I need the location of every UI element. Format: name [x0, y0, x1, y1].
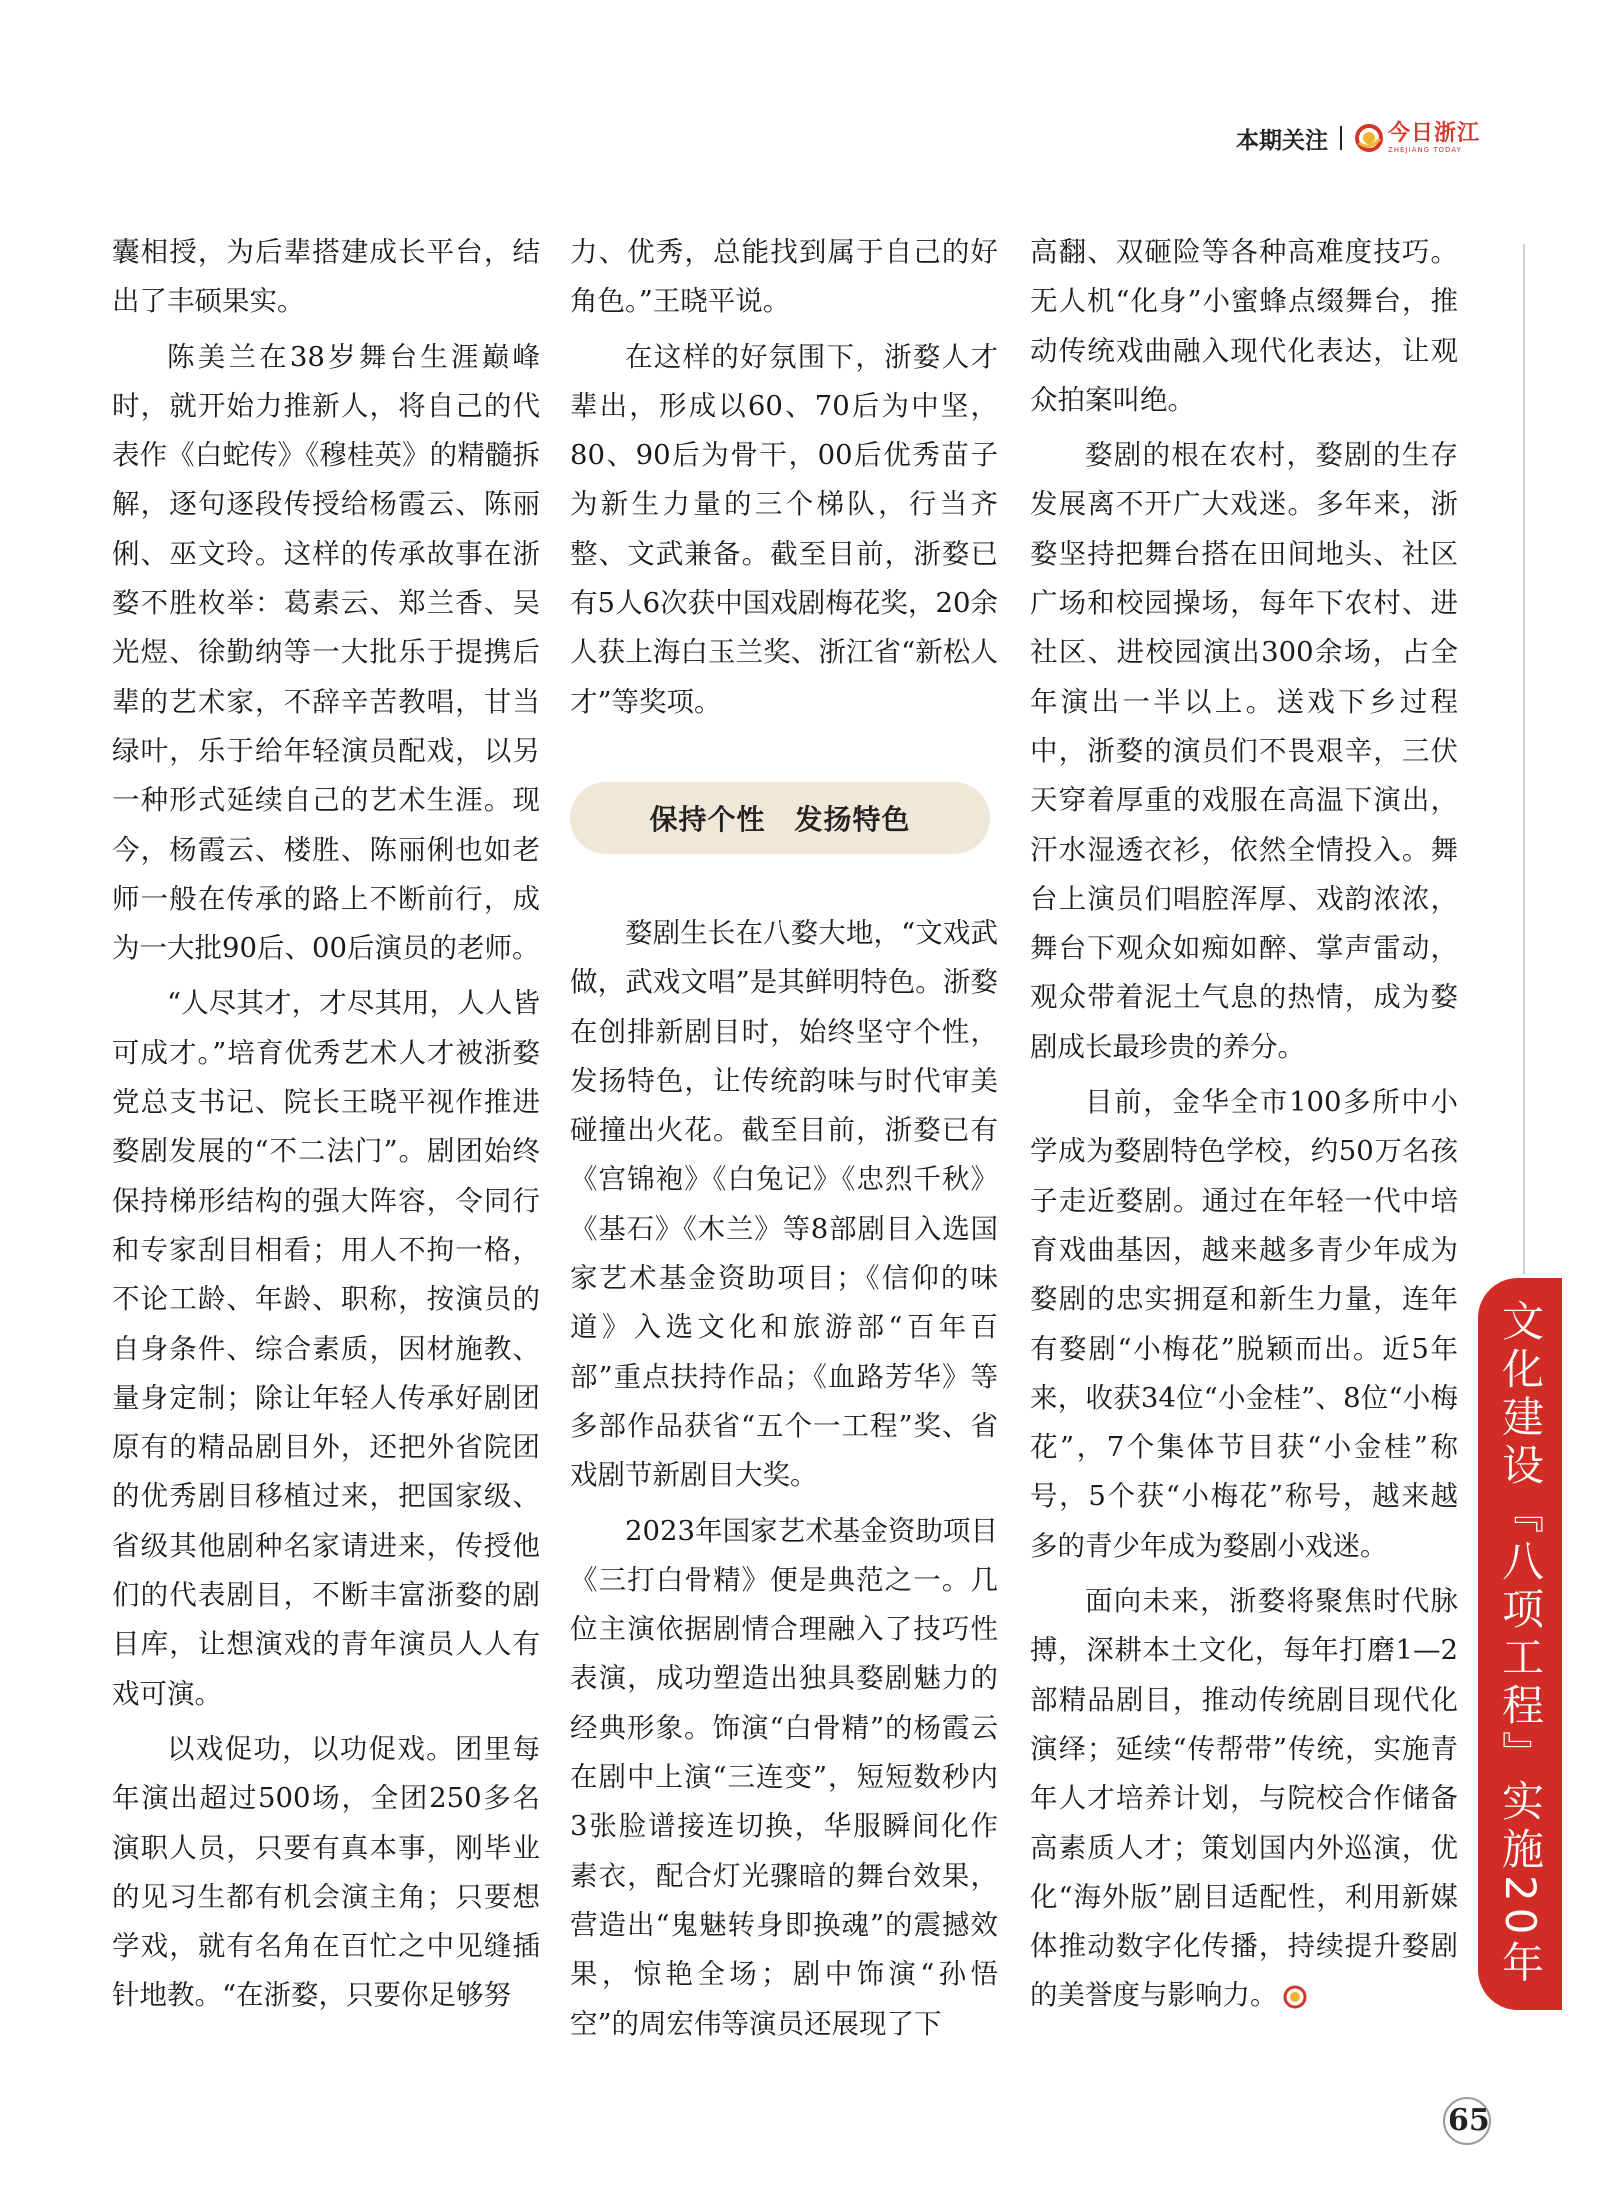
paragraph: 以戏促功，以功促戏。团里每年演出超过500场，全团250多名演职人员，只要有真本事，刚毕业的见习生都有机会演主角；只要想学戏，就有名角在百忙之中见缝插针地教。“在浙婺，只要你足够努	[112, 1732, 540, 2012]
paragraph-text: 面向未来，浙婺将聚焦时代脉搏，深耕本土文化，每年打磨1—2部精品剧目，推动传统剧目现代化演绎；延续“传帮带”传统，实施青年人才培养计划，与院校合作储备高素质人才；策划国内外巡演，优化“海外版”剧目适配性，利用新媒体推动数字化传播，持续提升婺剧的美誉度与影响力。	[1030, 1585, 1458, 2012]
logo-swirl-icon	[1354, 123, 1384, 153]
paragraph: 婺剧的根在农村，婺剧的生存发展离不开广大戏迷。多年来，浙婺坚持把舞台搭在田间地头、社区广场和校园操场，每年下农村、进社区、进校园演出300余场，占全年演出一半以上。送戏下乡过程中，浙婺的演员们不畏艰辛，三伏天穿着厚重的戏服在高温下演出，汗水湿透衣衫，依然全情投入。舞台上演员们唱腔浑厚、戏韵浓浓，舞台下观众如痴如醉、掌声雷动，观众带着泥土气息的热情，成为婺剧成长最珍贵的养分。	[1030, 439, 1458, 1063]
paragraph: 陈美兰在38岁舞台生涯巅峰时，就开始力推新人，将自己的代表作《白蛇传》《穆桂英》的精髓拆解，逐句逐段传授给杨霞云、陈丽俐、巫文玲。这样的传承故事在浙婺不胜枚举：葛素云、郑兰香、吴光煜、徐勤纳等一大批乐于提携后辈的艺术家，不辞辛苦教唱，甘当绿叶，乐于给年轻演员配戏，以另一种形式延续自己的艺术生涯。现今，杨霞云、楼胜、陈丽俐也如老师一般在传承的路上不断前行，成为一大批90后、00后演员的老师。	[112, 340, 540, 965]
article-column-3	[1030, 228, 1458, 2021]
paragraph: 婺剧生长在八婺大地，“文戏武做，武戏文唱”是其鲜明特色。浙婺在创排新剧目时，始终坚守个性，发扬特色，让传统韵味与时代审美碰撞出火花。截至目前，浙婺已有《宫锦袍》《白兔记》《忠烈千秋》《基石》《木兰》等8部剧目入选国家艺术基金资助项目；《信仰的味道》入选文化和旅游部“百年百部”重点扶持作品；《血路芳华》等多部作品获省“五个一工程”奖、省戏剧节新剧目大奖。	[570, 916, 998, 1492]
magazine-logo	[1354, 120, 1480, 154]
paragraph: 囊相授，为后辈搭建成长平台，结出了丰硕果实。	[112, 236, 540, 318]
article-column-1	[112, 228, 540, 2021]
paragraph: 目前，金华全市100多所中小学成为婺剧特色学校，约50万名孩子走近婺剧。通过在年轻一代中培育戏曲基因，越来越多青少年成为婺剧的忠实拥趸和新生力量，连年有婺剧“小梅花”脱颖而出。近5年来，收获34位“小金桂”、8位“小梅花”，7个集体节目获“小金桂”称号，5个获“小梅花”称号，越来越多的青少年成为婺剧小戏迷。	[1030, 1086, 1458, 1562]
section-label: 本期关注	[1235, 127, 1328, 154]
paragraph: 力、优秀，总能找到属于自己的好角色。”王晓平说。	[570, 236, 998, 318]
last-paragraph	[1030, 1577, 1458, 2021]
paragraph: “人尽其才，才尽其用，人人皆可成才。”培育优秀艺术人才被浙婺党总支书记、院长王晓平视作推进婺剧发展的“不二法门”。剧团始终保持梯形结构的强大阵容，令同行和专家刮目相看；用人不拘一格，不论工龄、年龄、职称，按演员的自身条件、综合素质，因材施教、量身定制；除让年轻人传承好剧团原有的精品剧目外，还把外省院团的优秀剧目移植过来，把国家级、省级其他剧种名家请进来，传授他们的代表剧目，不断丰富浙婺的剧目库，让想演戏的青年演员人人有戏可演。	[112, 987, 540, 1710]
paragraph: 高翻、双砸险等各种高难度技巧。无人机“化身”小蜜蜂点缀舞台，推动传统戏曲融入现代化表达，让观众拍案叫绝。	[1030, 236, 1458, 416]
section-subheading: 保持个性 发扬特色	[570, 782, 990, 854]
column-tab	[1478, 1278, 1562, 2010]
article-column-2	[570, 228, 998, 2049]
header-divider	[1340, 126, 1342, 150]
column-tab-title: 文化建设『八项工程』实施20年	[1496, 1299, 1545, 1989]
page-header	[1236, 118, 1480, 158]
article-end-icon	[1282, 1984, 1308, 2010]
logo-chinese-name: 今日浙江	[1387, 120, 1480, 146]
paragraph: 2023年国家艺术基金资助项目《三打白骨精》便是典范之一。几位主演依据剧情合理融入了技巧性表演，成功塑造出独具婺剧魅力的经典形象。饰演“白骨精”的杨霞云在剧中上演“三连变”，短短数秒内3张脸谱接连切换，华服瞬间化作素衣，配合灯光骤暗的舞台效果，营造出“鬼魅转身即换魂”的震撼效果，惊艳全场；剧中饰演“孙悟空”的周宏伟等演员还展现了下	[570, 1514, 998, 2040]
paragraph: 在这样的好氛围下，浙婺人才辈出，形成以60、70后为中坚，80、90后为骨干，00后优秀苗子为新生力量的三个梯队，行当齐整、文武兼备。截至目前，浙婺已有5人6次获中国戏剧梅花奖，20余人获上海白玉兰奖、浙江省“新松人才”等奖项。	[570, 340, 998, 718]
logo-english-name: ZHEJIANG TODAY	[1387, 145, 1462, 154]
page-number: 65	[1448, 2103, 1490, 2138]
side-divider-line	[1523, 244, 1525, 1274]
